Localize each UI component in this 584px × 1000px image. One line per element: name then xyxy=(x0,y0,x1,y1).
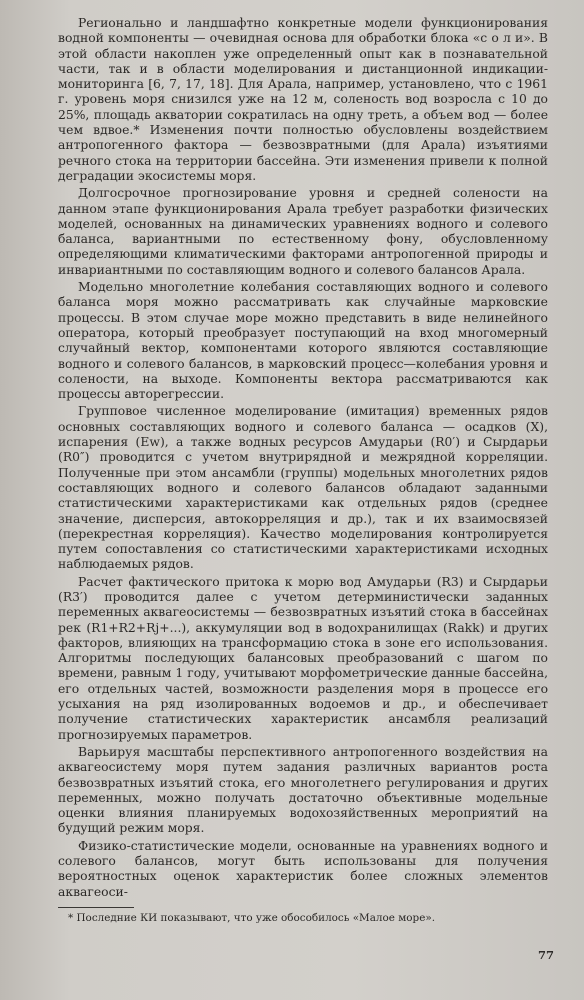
page-number: 77 xyxy=(537,948,554,962)
footnote: * Последние КИ показывают, что уже обособилось «Малое море». xyxy=(68,911,436,924)
paragraph-3: Модельно многолетние колебания составляющих водного и солевого баланса моря можно рассматривать как случайные марковские процессы. В этом случае море можно представить в виде нелинейного оператора, который преобразует поступающий на вход многомерный случайный вектор, компонентами которого являются составляющие водного и солевого балансов, в марковский процесс—колебания уровня и солености, на выходе. Компоненты вектора рассматриваются как процессы авторегрессии. xyxy=(58,280,548,402)
paragraph-1: Регионально и ландшафтно конкретные модели функционирования водной компоненты — очевидная основа для обработки блока «с о л и». В этой области накоплен уже определенный опыт как в познавательной части, так и в области моделирования и дистанционной индикации-мониторинга [6, 7, 17, 18]. Для Арала, например, установлено, что с 1961 г. уровень моря снизился уже на 12 м, соленость вод возросла с 10 до 25%, площадь акватории сократилась на одну треть, а объем вод — более чем вдвое.* Изменения почти полностью обусловлены воздействием антропогенного фактора — безвозвратными (для Арала) изъятиями речного стока на территории бассейна. Эти изменения привели к полной деградации экосистемы моря. xyxy=(58,16,548,183)
footnote-divider xyxy=(58,907,134,908)
body-text xyxy=(58,16,548,900)
paragraph-5: Расчет фактического притока к морю вод Амударьи (R3) и Сырдарьи (R3′) проводится далее с учетом детерминистически заданных переменных аквагеосистемы — безвозвратных изъятий стока в бассейнах рек (R1+R2+Rj+...), аккумуляции вод в водохранилищах (Rakk) и других факторов, влияющих на трансформацию стока в зоне его использования. Алгоритмы последующих балансовых преобразований с шагом по времени, равным 1 году, учитывают морфометрические данные бассейна, его отдельных частей, возможности разделения моря в процессе его усыхания на ряд изолированных водоемов и др., и обеспечивает получение статистических характеристик ансамбля реализаций прогнозируемых параметров. xyxy=(58,574,548,742)
paragraph-4: Групповое численное моделирование (имитация) временных рядов основных составляющих водного и солевого баланса — осадков (X), испарения (Ew), а также водных ресурсов Амударьи (R0′) и Сырдарьи (R0″) проводится с учетом внутрирядной и межрядной корреляции. Полученные при этом ансамбли (группы) модельных многолетних рядов составляющих водного и солевого балансов обладают заданными статистическими характеристиками как отдельных рядов (среднее значение, дисперсия, автокорреляция и др.), так и их взаимосвязей (перекрестная корреляция). Качество моделирования контролируется путем сопоставления со статистическими характеристиками исходных наблюдаемых рядов. xyxy=(58,404,548,572)
paragraph-2: Долгосрочное прогнозирование уровня и средней солености на данном этапе функционирования Арала требует разработки физических моделей, основанных на динамических уравнениях водного и солевого баланса, вариантными по естественному фону, обусловленному определяющими климатическими факторами антропогенной природы и инвариантными по составляющим водного и солевого балансов Арала. xyxy=(58,186,548,277)
paragraph-6: Варьируя масштабы перспективного антропогенного воздействия на аквагеосистему моря путем задания различных вариантов роста безвозвратных изъятий стока, его многолетнего регулирования и других переменных, можно получать достаточно объективные модельные оценки влияния планируемых водохозяйственных мероприятий на будущий режим моря. xyxy=(58,744,548,836)
paragraph-7: Физико-статистические модели, основанные на уравнениях водного и солевого балансов, могут быть использованы для получения вероятностных оценок характеристик более сложных элементов аквагеоси- xyxy=(58,838,548,899)
